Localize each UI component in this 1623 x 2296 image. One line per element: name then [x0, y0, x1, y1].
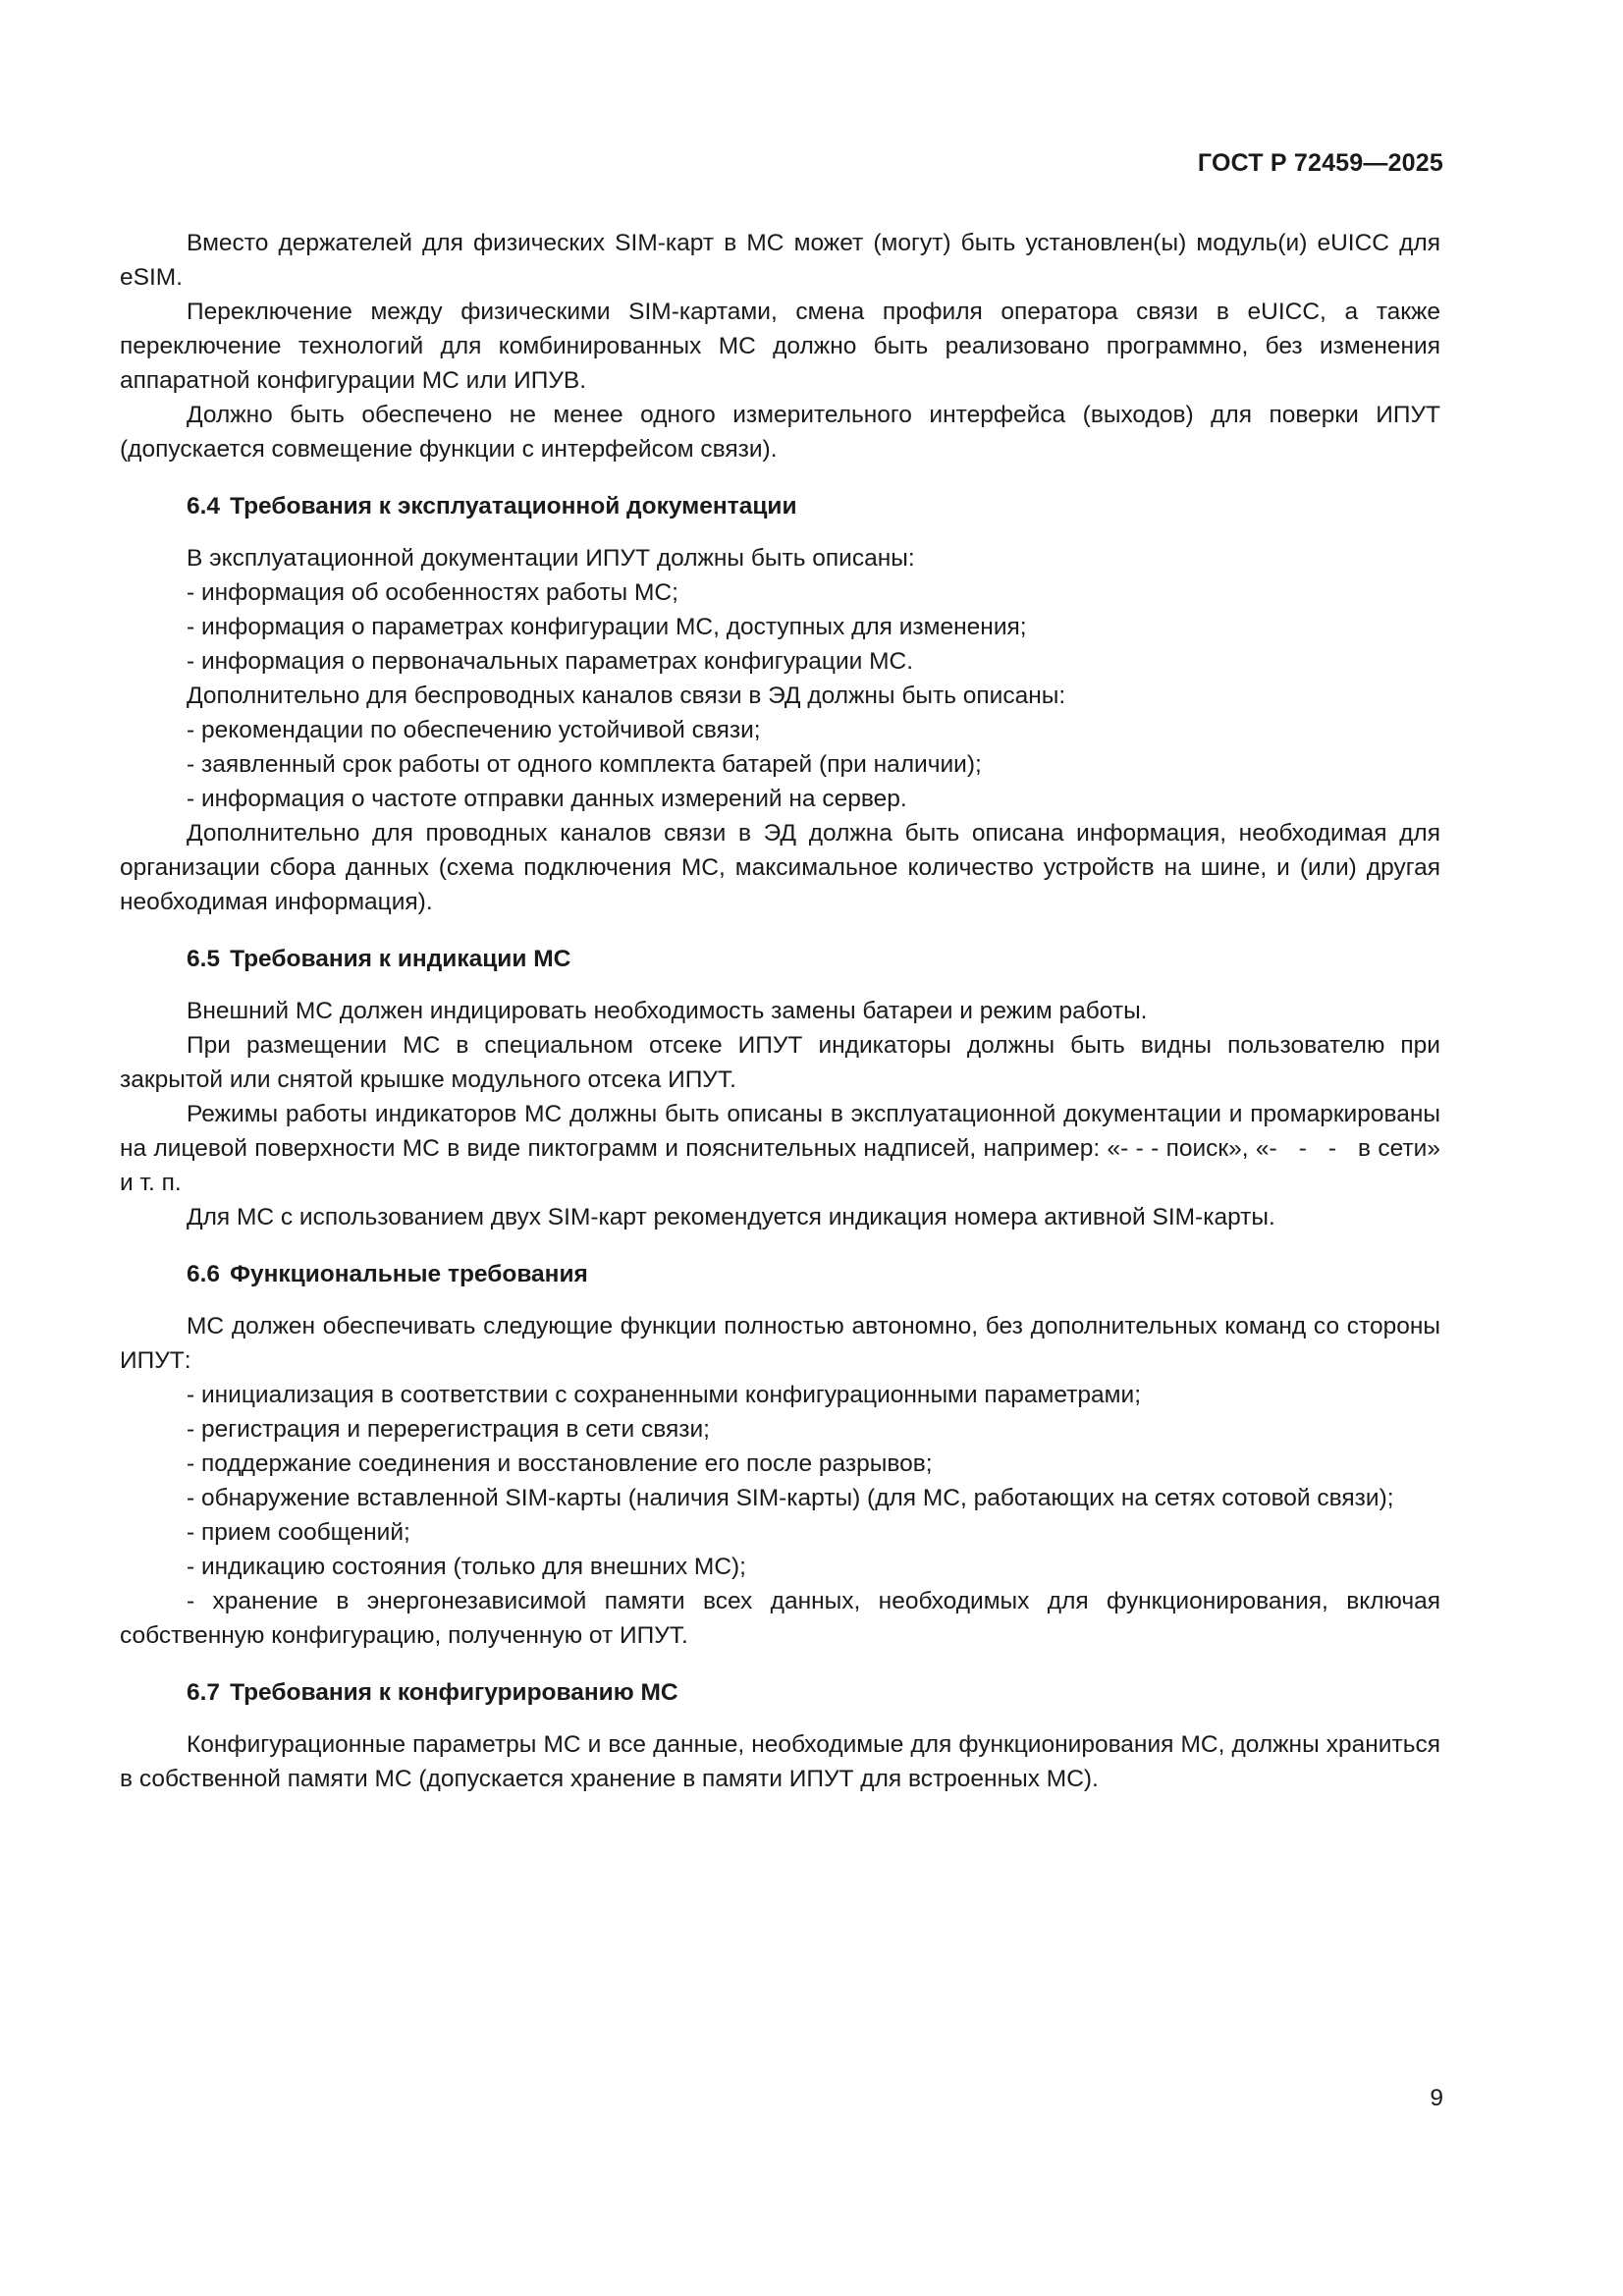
list-item: - поддержание соединения и восстановление его после разрывов; — [187, 1450, 933, 1477]
list-item: - прием сообщений; — [187, 1519, 410, 1546]
list-item: - информация о первоначальных параметрах конфигурации МС. — [187, 648, 914, 675]
section-number: 6.7 — [187, 1679, 221, 1706]
section-heading-6-6 — [120, 1257, 1440, 1291]
section-heading-6-4 — [120, 489, 1440, 523]
section-title: Функциональные требования — [230, 1261, 588, 1287]
list-item: - информация о частоте отправки данных измерений на сервер. — [187, 786, 907, 812]
section-heading-6-7 — [120, 1675, 1440, 1710]
page-number: 9 — [1430, 2085, 1443, 2111]
intro-paragraph-1: Вместо держателей для физических SIM-карт в МС может (могут) быть установлен(ы) модуль(и) eUICC для eSIM. — [120, 230, 1440, 291]
section-6-5-paragraph-2: При размещении МС в специальном отсеке ИПУТ индикаторы должны быть видны пользователю при закрытой или снятой крышке модульного отсека ИПУТ. — [120, 1032, 1440, 1093]
section-number: 6.4 — [187, 493, 221, 519]
intro-paragraph-2: Переключение между физическими SIM-картами, смена профиля оператора связи в eUICC, а также переключение технологий для комбинированных МС должно быть реализовано программно, без изменения аппаратной конфигурации МС или ИПУВ. — [120, 299, 1440, 394]
section-heading-6-5 — [120, 942, 1440, 976]
list-item: - хранение в энергонезависимой памяти всех данных, необходимых для функционирования, включая собственную конфигурацию, полученную от ИПУТ. — [120, 1588, 1440, 1649]
section-6-4-lead: В эксплуатационной документации ИПУТ должны быть описаны: — [187, 545, 915, 572]
list-item: - информация о параметрах конфигурации МС, доступных для изменения; — [187, 614, 1027, 640]
list-item: - индикацию состояния (только для внешних МС); — [187, 1554, 746, 1580]
section-title: Требования к индикации МС — [230, 946, 571, 972]
section-number: 6.6 — [187, 1261, 221, 1287]
section-6-5-paragraph-3: Режимы работы индикаторов МС должны быть описаны в эксплуатационной документации и промаркированы на лицевой поверхности МС в виде пиктограмм и пояснительных надписей, например: «- - - поиск», «- - - в сети» и т. п. — [120, 1101, 1447, 1196]
section-6-6-lead: МС должен обеспечивать следующие функции полностью автономно, без дополнительных команд со стороны ИПУТ: — [120, 1313, 1440, 1374]
section-6-5-paragraph-4: Для МС с использованием двух SIM-карт рекомендуется индикация номера активной SIM-карты. — [187, 1204, 1275, 1230]
intro-paragraph-3: Должно быть обеспечено не менее одного измерительного интерфейса (выходов) для поверки ИПУТ (допускается совмещение функции с интерфейсом связи). — [120, 402, 1440, 463]
section-title: Требования к эксплуатационной документации — [230, 493, 797, 519]
list-item: - инициализация в соответствии с сохраненными конфигурационными параметрами; — [187, 1382, 1141, 1408]
list-item: - заявленный срок работы от одного комплекта батарей (при наличии); — [187, 751, 982, 778]
list-item: - информация об особенностях работы МС; — [187, 579, 678, 606]
document-code: ГОСТ Р 72459—2025 — [1197, 149, 1443, 177]
section-6-4-tail: Дополнительно для проводных каналов связи в ЭД должна быть описана информация, необходимая для организации сбора данных (схема подключения МС, максимальное количество устройств на шине, и (или) другая необходимая информация). — [120, 820, 1440, 915]
list-item: - обнаружение вставленной SIM-карты (наличия SIM-карты) (для МС, работающих на сетях сотовой связи); — [187, 1485, 1394, 1511]
section-6-4-lead2: Дополнительно для беспроводных каналов связи в ЭД должны быть описаны: — [187, 683, 1066, 709]
section-number: 6.5 — [187, 946, 221, 972]
section-6-7-paragraph: Конфигурационные параметры МС и все данные, необходимые для функционирования МС, должны храниться в собственной памяти МС (допускается хранение в памяти ИПУТ для встроенных МС). — [120, 1731, 1440, 1792]
section-6-5-paragraph-1: Внешний МС должен индицировать необходимость замены батареи и режим работы. — [187, 998, 1148, 1024]
list-item: - регистрация и перерегистрация в сети связи; — [187, 1416, 710, 1443]
section-title: Требования к конфигурированию МС — [230, 1679, 678, 1706]
page-content — [120, 226, 1447, 1796]
list-item: - рекомендации по обеспечению устойчивой связи; — [187, 717, 761, 743]
